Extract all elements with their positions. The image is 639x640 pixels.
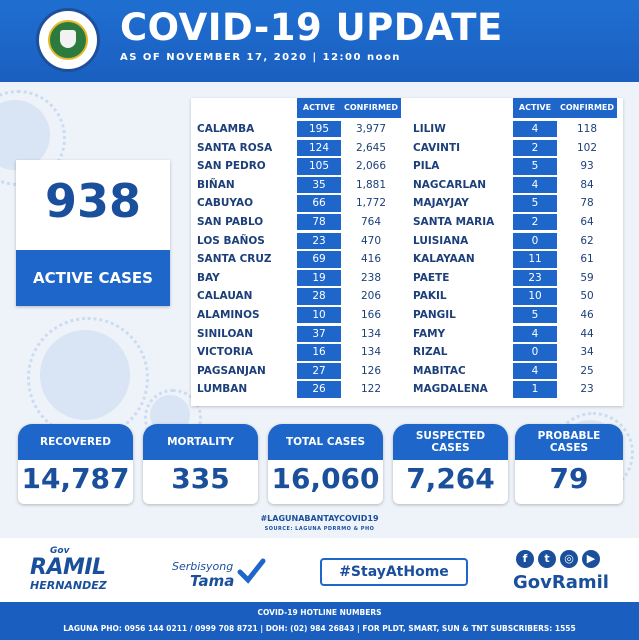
- laguna-seal-icon: [36, 8, 100, 72]
- suspected-cases-card: [393, 424, 508, 504]
- active-count: 4: [513, 363, 557, 379]
- gov-surname: HERNANDEZ: [30, 579, 107, 592]
- confirmed-count: 134: [360, 346, 382, 359]
- table-row: [407, 250, 623, 268]
- confirmed-count: 62: [580, 234, 594, 247]
- active-count: 78: [297, 214, 341, 230]
- table-row: [407, 157, 623, 175]
- probable-cases-label: PROBABLE CASES: [515, 424, 623, 460]
- mortality-card: [143, 424, 258, 504]
- active-count: 19: [297, 270, 341, 286]
- municipality-name: PANGIL: [413, 309, 456, 321]
- table-row: [407, 120, 623, 138]
- source-text: SOURCE: LAGUNA PDRRMO & PHO: [264, 526, 375, 532]
- check-mark-icon: [236, 556, 266, 586]
- active-count: 23: [297, 233, 341, 249]
- confirmed-count: 93: [580, 160, 594, 173]
- municipality-name: FAMY: [413, 327, 446, 340]
- suspected-cases-label: SUSPECTED CASES: [393, 424, 508, 460]
- total-cases-label: TOTAL CASES: [268, 424, 383, 460]
- confirmed-count: 23: [580, 383, 594, 396]
- active-count: 4: [513, 177, 557, 193]
- municipality-name: LUMBAN: [197, 383, 248, 396]
- table-row: [407, 269, 623, 287]
- social-handle: GovRamil: [513, 572, 609, 593]
- active-count: 27: [297, 363, 341, 379]
- municipality-name: SAN PEDRO: [197, 160, 266, 173]
- confirmed-count: 25: [580, 364, 594, 377]
- active-cases-label: ACTIVE CASES: [16, 250, 170, 306]
- table-row: [191, 176, 407, 194]
- table-row: [191, 325, 407, 343]
- active-count: 2: [513, 214, 557, 230]
- confirmed-count: 126: [360, 364, 382, 377]
- municipality-name: PAGSANJAN: [197, 364, 266, 377]
- virus-decoration-icon: [40, 330, 130, 420]
- municipality-name: BIÑAN: [197, 178, 235, 191]
- confirmed-count: 46: [580, 309, 594, 321]
- municipality-name: LILIW: [413, 123, 446, 135]
- active-count: 5: [513, 158, 557, 174]
- table-row: [191, 380, 407, 398]
- confirmed-count: 102: [576, 141, 598, 154]
- table-row: [407, 306, 623, 324]
- total-cases-value: 16,060: [271, 462, 380, 495]
- confirmed-count: 84: [580, 178, 594, 191]
- header-banner: [0, 0, 639, 82]
- recovered-card: [18, 424, 133, 504]
- municipality-name: MAGDALENA: [413, 383, 488, 396]
- active-count: 28: [297, 288, 341, 304]
- confirmed-count: 44: [580, 327, 594, 340]
- gov-prefix: Gov: [50, 546, 70, 556]
- active-cases-value: 938: [44, 174, 142, 228]
- table-row: [407, 194, 623, 212]
- table-row: [407, 362, 623, 380]
- active-count: 16: [297, 344, 341, 360]
- table-row: [191, 157, 407, 175]
- active-count: 10: [297, 307, 341, 323]
- confirmed-count: 34: [580, 346, 594, 359]
- active-count: 69: [297, 251, 341, 267]
- tama-text: Tama: [190, 572, 235, 590]
- youtube-icon[interactable]: ▶: [582, 550, 600, 568]
- table-row: [191, 287, 407, 305]
- confirmed-count: 2,066: [355, 160, 387, 173]
- active-count: 26: [297, 381, 341, 397]
- instagram-icon[interactable]: ◎: [560, 550, 578, 568]
- active-count: 66: [297, 195, 341, 211]
- municipality-name: ALAMINOS: [197, 309, 260, 321]
- active-count: 5: [513, 307, 557, 323]
- active-count: 2: [513, 140, 557, 156]
- table-row: [407, 232, 623, 250]
- mortality-label: MORTALITY: [143, 424, 258, 460]
- active-count: 124: [297, 140, 341, 156]
- confirmed-count: 238: [360, 271, 382, 284]
- active-count: 105: [297, 158, 341, 174]
- municipality-name: BAY: [197, 271, 220, 284]
- confirmed-count: 122: [360, 383, 382, 396]
- confirmed-count: 78: [580, 197, 594, 210]
- table-row: [191, 250, 407, 268]
- header-active-left: ACTIVE: [297, 98, 341, 118]
- total-cases-card: [268, 424, 383, 504]
- municipality-name: VICTORIA: [197, 346, 253, 359]
- municipality-name: SINILOAN: [197, 327, 254, 340]
- table-row: [407, 213, 623, 231]
- municipality-name: SAN PABLO: [197, 216, 264, 228]
- mortality-value: 335: [171, 462, 230, 495]
- municipality-name: RIZAL: [413, 346, 448, 359]
- confirmed-count: 1,881: [355, 178, 387, 191]
- municipality-name: MABITAC: [413, 364, 466, 377]
- table-row: [191, 194, 407, 212]
- table-row: [191, 306, 407, 324]
- municipality-name: CALAMBA: [197, 123, 255, 135]
- municipality-name: CALAUAN: [197, 290, 253, 303]
- table-row: [407, 380, 623, 398]
- hotline-footer: [0, 602, 639, 640]
- municipality-name: KALAYAAN: [413, 253, 475, 266]
- page-title: COVID-19 UPDATE: [120, 6, 503, 49]
- facebook-icon[interactable]: f: [516, 550, 534, 568]
- municipality-name: SANTA ROSA: [197, 141, 273, 154]
- active-count: 35: [297, 177, 341, 193]
- table-row: [191, 120, 407, 138]
- active-cases-card: [16, 160, 170, 306]
- table-row: [191, 213, 407, 231]
- municipality-name: SANTA CRUZ: [197, 253, 272, 266]
- table-row: [191, 269, 407, 287]
- probable-cases-value: 79: [549, 462, 589, 495]
- municipality-name: LUISIANA: [413, 234, 469, 247]
- stay-at-home-badge: #StayAtHome: [320, 558, 468, 586]
- municipality-name: SANTA MARIA: [413, 216, 495, 228]
- active-count: 4: [513, 326, 557, 342]
- table-row: [407, 139, 623, 157]
- header-confirmed-right: CONFIRMED: [557, 98, 617, 118]
- hotline-title: COVID-19 HOTLINE NUMBERS: [257, 608, 382, 617]
- municipality-name: NAGCARLAN: [413, 178, 487, 191]
- table-row: [191, 343, 407, 361]
- active-count: 11: [513, 251, 557, 267]
- serbisyong-text: Serbisyong: [172, 560, 234, 573]
- confirmed-count: 3,977: [355, 123, 387, 135]
- confirmed-count: 1,772: [355, 197, 387, 210]
- active-count: 1: [513, 381, 557, 397]
- confirmed-count: 50: [580, 290, 594, 303]
- active-count: 10: [513, 288, 557, 304]
- table-row: [407, 176, 623, 194]
- recovered-value: 14,787: [21, 462, 130, 495]
- active-count: 23: [513, 270, 557, 286]
- municipality-name: PILA: [413, 160, 440, 173]
- table-row: [407, 325, 623, 343]
- municipality-name: LOS BAÑOS: [197, 234, 265, 247]
- probable-cases-card: [515, 424, 623, 504]
- update-date: AS OF NOVEMBER 17, 2020 | 12:00 noon: [120, 52, 401, 63]
- table-row: [191, 362, 407, 380]
- table-row: [191, 232, 407, 250]
- confirmed-count: 764: [360, 216, 382, 228]
- confirmed-count: 118: [576, 123, 598, 135]
- municipality-name: CAVINTI: [413, 141, 461, 154]
- header-confirmed-left: CONFIRMED: [341, 98, 401, 118]
- municipality-name: CABUYAO: [197, 197, 254, 210]
- confirmed-count: 59: [580, 271, 594, 284]
- municipality-table: [191, 98, 623, 406]
- active-count: 0: [513, 233, 557, 249]
- active-count: 0: [513, 344, 557, 360]
- confirmed-count: 2,645: [355, 141, 387, 154]
- twitter-icon[interactable]: t: [538, 550, 556, 568]
- municipality-name: MAJAYJAY: [413, 197, 469, 210]
- table-row: [407, 287, 623, 305]
- active-count: 195: [297, 121, 341, 137]
- confirmed-count: 470: [360, 234, 382, 247]
- confirmed-count: 416: [360, 253, 382, 266]
- confirmed-count: 134: [360, 327, 382, 340]
- table-row: [407, 343, 623, 361]
- active-count: 37: [297, 326, 341, 342]
- table-row: [191, 139, 407, 157]
- confirmed-count: 61: [580, 253, 594, 266]
- confirmed-count: 64: [580, 216, 594, 228]
- active-count: 5: [513, 195, 557, 211]
- active-count: 4: [513, 121, 557, 137]
- header-active-right: ACTIVE: [513, 98, 557, 118]
- gov-name: RAMIL: [30, 555, 106, 580]
- municipality-name: PAKIL: [413, 290, 447, 303]
- hashtag-text: #LAGUNABANTAYCOVID19: [260, 514, 379, 523]
- recovered-label: RECOVERED: [18, 424, 133, 460]
- suspected-cases-value: 7,264: [406, 462, 495, 495]
- hotline-numbers: LAGUNA PHO: 0956 144 0211 / 0999 708 8721 | DOH: (02) 984 26843 | FOR PLDT, SMART, SUN & TNT SUBSCRIBERS: 1555: [63, 624, 576, 633]
- confirmed-count: 206: [360, 290, 382, 303]
- municipality-name: PAETE: [413, 271, 450, 284]
- confirmed-count: 166: [360, 309, 382, 321]
